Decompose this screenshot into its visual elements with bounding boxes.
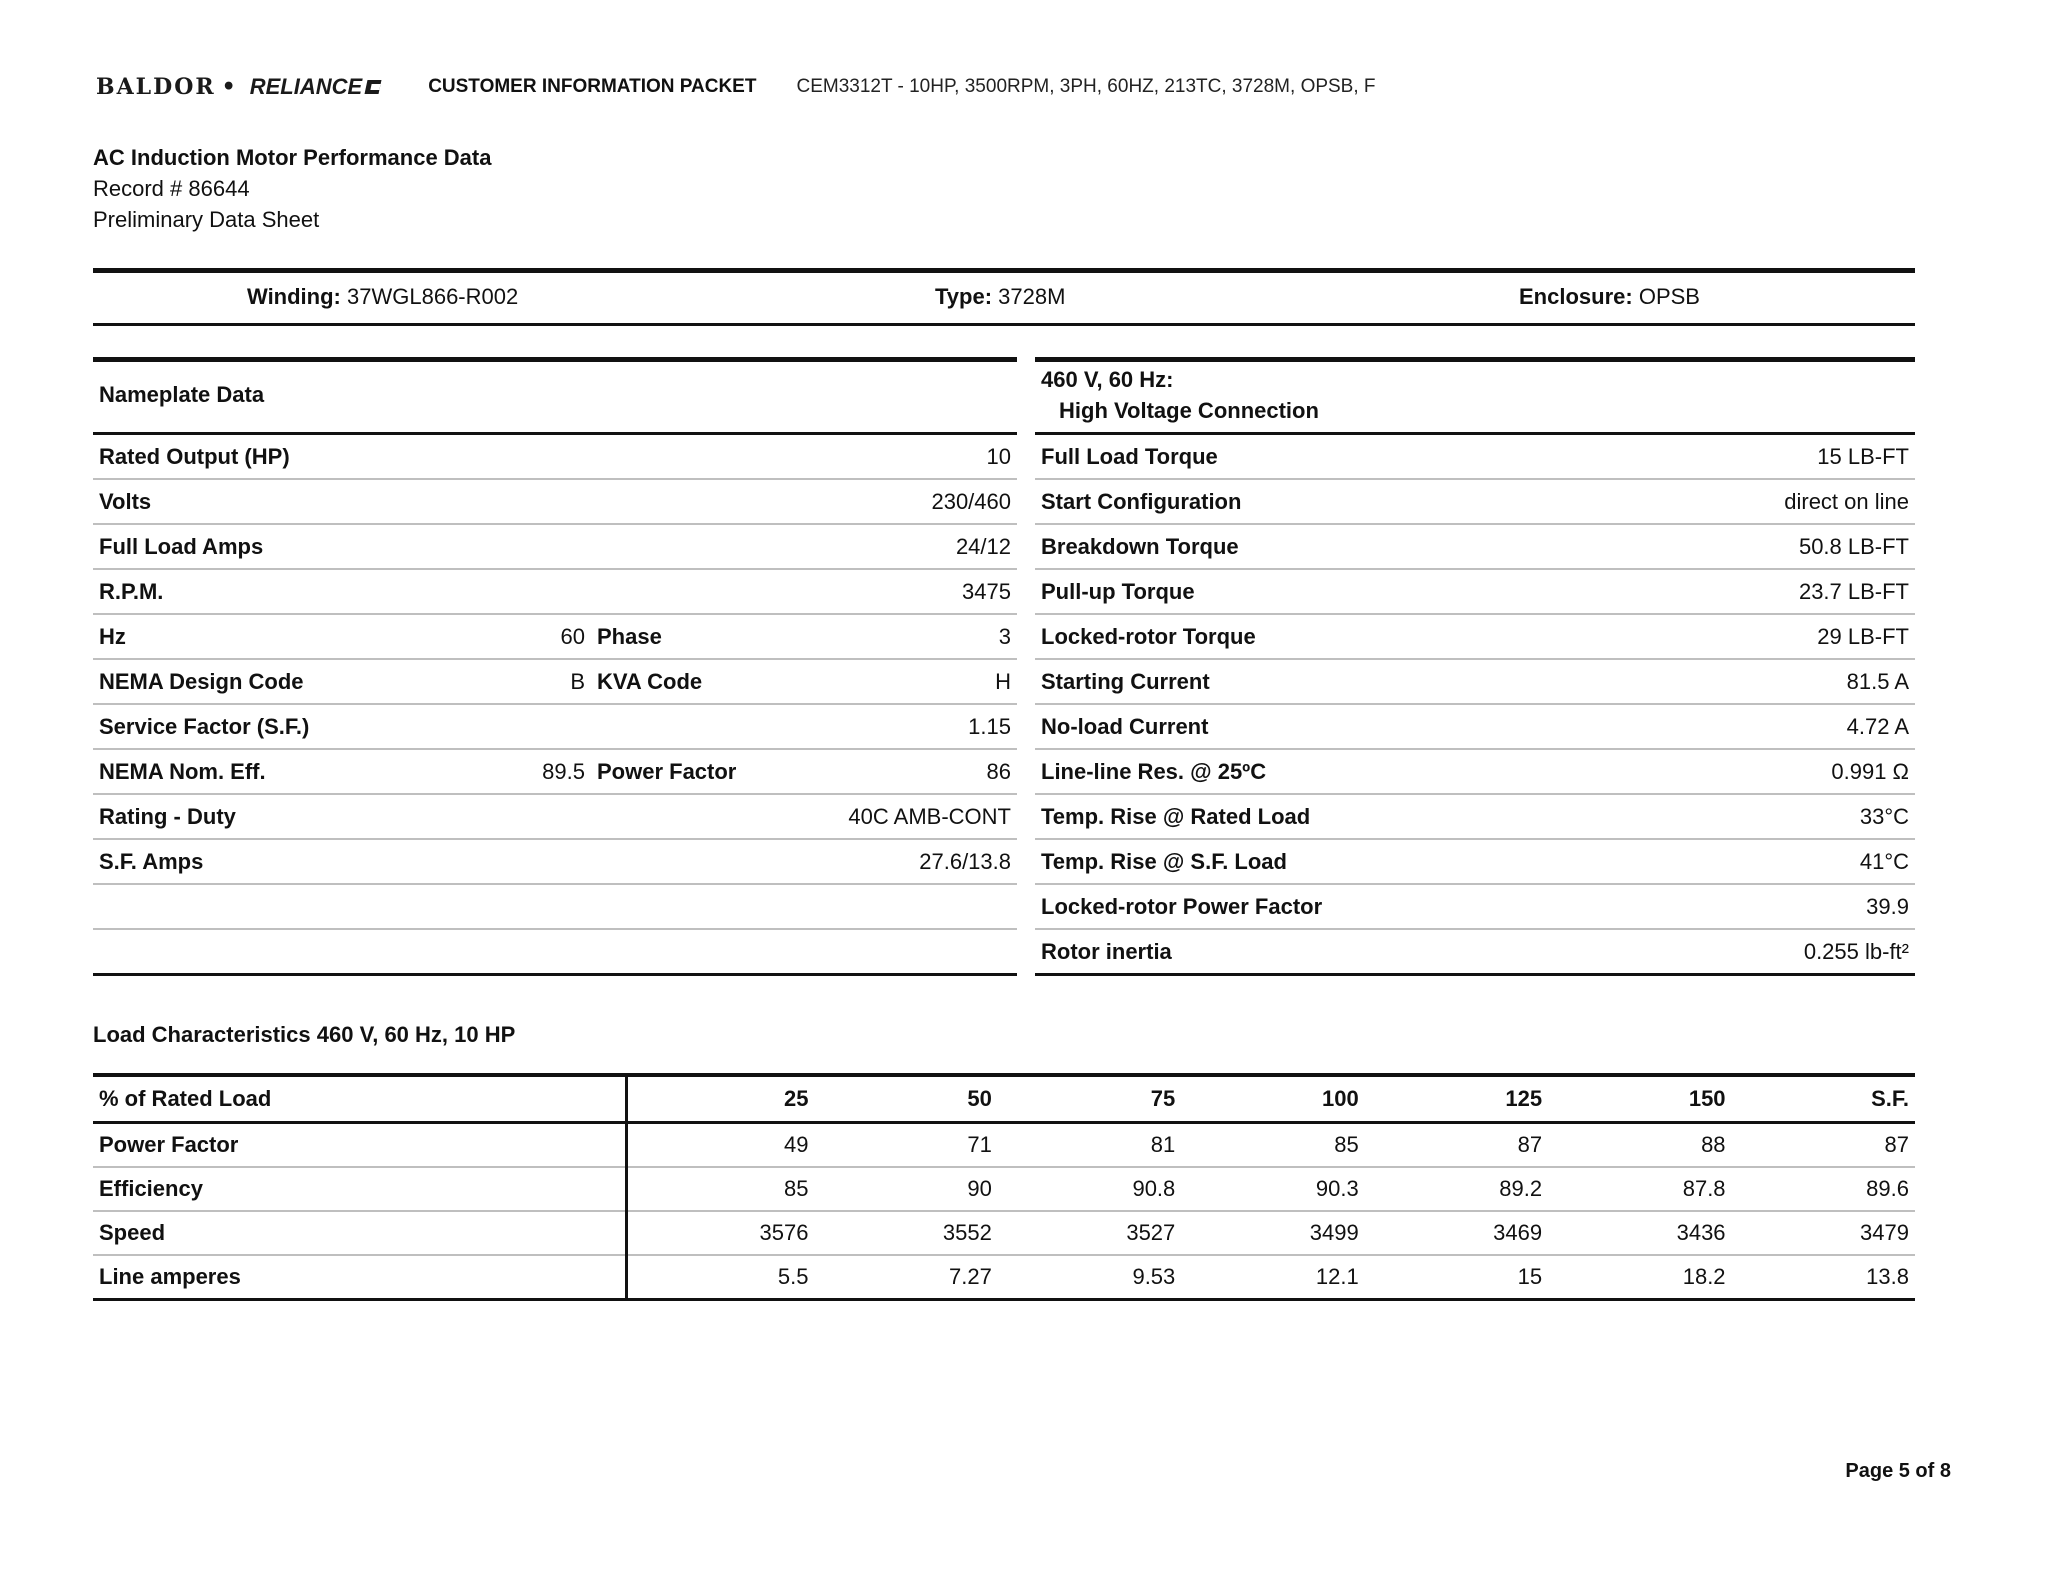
row-value-secondary: 86: [771, 749, 1017, 794]
table-cell: 15: [1365, 1255, 1548, 1300]
packet-title: CUSTOMER INFORMATION PACKET: [428, 76, 757, 97]
spec-bottom-rule: [93, 323, 1915, 326]
table-cell: 3527: [998, 1211, 1181, 1255]
row-label: S.F. Amps: [93, 839, 591, 884]
table-row: [1035, 839, 1915, 884]
row-label: Pull-up Torque: [1035, 569, 1535, 614]
column-header: S.F.: [1732, 1077, 1915, 1123]
table-cell: 5.5: [627, 1255, 815, 1300]
row-value: 41°C: [1535, 839, 1915, 884]
column-header: 75: [998, 1077, 1181, 1123]
high-voltage-table: [1035, 358, 1915, 976]
row-value: direct on line: [1535, 479, 1915, 524]
row-value: 81.5 A: [1535, 659, 1915, 704]
row-label: Starting Current: [1035, 659, 1535, 704]
table-row: [93, 704, 1017, 749]
row-label: Rotor inertia: [1035, 929, 1535, 975]
table-cell: 88: [1548, 1123, 1731, 1168]
row-label: Rated Output (HP): [93, 434, 591, 480]
row-label: Breakdown Torque: [1035, 524, 1535, 569]
row-label: Hz: [93, 614, 493, 659]
table-row: [1035, 434, 1915, 480]
high-voltage-title: [1035, 358, 1915, 434]
record-number: Record # 86644: [93, 176, 250, 201]
column-header: 125: [1365, 1077, 1548, 1123]
table-row: [1035, 479, 1915, 524]
column-header: 25: [627, 1077, 815, 1123]
row-label: Speed: [93, 1211, 627, 1255]
high-voltage-title-line2: High Voltage Connection: [1059, 398, 1319, 423]
row-value: 89.5: [493, 749, 591, 794]
high-voltage-header: [1035, 358, 1915, 434]
nameplate-header: [93, 358, 1017, 434]
row-label: No-load Current: [1035, 704, 1535, 749]
row-label: Temp. Rise @ Rated Load: [1035, 794, 1535, 839]
row-label: Start Configuration: [1035, 479, 1535, 524]
row-label: R.P.M.: [93, 569, 591, 614]
table-cell: 90.3: [1181, 1167, 1364, 1211]
row-label: Temp. Rise @ S.F. Load: [1035, 839, 1535, 884]
row-value: 10: [591, 434, 1017, 480]
table-row: [93, 569, 1017, 614]
table-cell: 87: [1732, 1123, 1915, 1168]
nameplate-title: Nameplate Data: [93, 358, 1017, 434]
model-description: CEM3312T - 10HP, 3500RPM, 3PH, 60HZ, 213TC, 3728M, OPSB, F: [796, 76, 1376, 97]
table-cell: 3576: [627, 1211, 815, 1255]
row-value: 24/12: [591, 524, 1017, 569]
table-row: [93, 1167, 1915, 1211]
row-label: Service Factor (S.F.): [93, 704, 591, 749]
baldor-reliance-logo: [96, 74, 380, 100]
enclosure-value: OPSB: [1638, 284, 1700, 309]
type-label: Type:: [935, 284, 993, 309]
table-cell: 89.6: [1732, 1167, 1915, 1211]
table-header-row: [93, 1077, 1915, 1123]
table-cell: 3499: [1181, 1211, 1364, 1255]
table-cell: 3436: [1548, 1211, 1731, 1255]
table-row: [1035, 569, 1915, 614]
table-cell: 85: [627, 1167, 815, 1211]
column-header: % of Rated Load: [93, 1077, 627, 1123]
row-value: 39.9: [1535, 884, 1915, 929]
winding-value: 37WGL866-R002: [347, 284, 519, 309]
high-voltage-title-line1: 460 V, 60 Hz:: [1041, 367, 1174, 392]
table-cell: 3552: [814, 1211, 997, 1255]
table-cell: 3479: [1732, 1211, 1915, 1255]
page-number: Page 5 of 8: [1845, 1460, 1951, 1482]
type-spec: [935, 284, 1065, 310]
row-label: Volts: [93, 479, 591, 524]
table-row: [93, 749, 1017, 794]
table-row: [1035, 614, 1915, 659]
row-value: 1.15: [591, 704, 1017, 749]
empty-cell: [93, 884, 1017, 929]
enclosure-label: Enclosure:: [1519, 284, 1633, 309]
row-value: 33°C: [1535, 794, 1915, 839]
table-cell: 12.1: [1181, 1255, 1364, 1300]
table-cell: 9.53: [998, 1255, 1181, 1300]
row-value: B: [493, 659, 591, 704]
enclosure-spec: [1519, 284, 1700, 310]
column-header: 150: [1548, 1077, 1731, 1123]
empty-cell: [93, 929, 1017, 975]
row-label: Rating - Duty: [93, 794, 591, 839]
table-cell: 85: [1181, 1123, 1364, 1168]
table-cell: 87: [1365, 1123, 1548, 1168]
table-row: [1035, 704, 1915, 749]
row-value: 29 LB-FT: [1535, 614, 1915, 659]
table-row-empty: [93, 884, 1017, 929]
row-value: 230/460: [591, 479, 1017, 524]
row-value: 0.991 Ω: [1535, 749, 1915, 794]
table-row: [1035, 524, 1915, 569]
document-header: [96, 72, 1376, 102]
table-row: [93, 1123, 1915, 1168]
row-value: 40C AMB-CONT: [591, 794, 1017, 839]
column-header: 100: [1181, 1077, 1364, 1123]
table-cell: 71: [814, 1123, 997, 1168]
nameplate-table: [93, 358, 1017, 976]
row-label-secondary: Power Factor: [591, 749, 771, 794]
load-characteristics-title: Load Characteristics 460 V, 60 Hz, 10 HP: [93, 1022, 516, 1047]
load-characteristics-table: [93, 1077, 1915, 1301]
winding-label: Winding:: [247, 284, 341, 309]
row-label: Efficiency: [93, 1167, 627, 1211]
row-label: NEMA Nom. Eff.: [93, 749, 493, 794]
table-row: [93, 1211, 1915, 1255]
row-label-secondary: KVA Code: [591, 659, 771, 704]
table-row: [93, 794, 1017, 839]
row-label: NEMA Design Code: [93, 659, 493, 704]
spec-bar: [93, 270, 1915, 324]
table-cell: 13.8: [1732, 1255, 1915, 1300]
table-row: [1035, 749, 1915, 794]
table-cell: 49: [627, 1123, 815, 1168]
table-cell: 90.8: [998, 1167, 1181, 1211]
table-cell: 3469: [1365, 1211, 1548, 1255]
sheet-status: Preliminary Data Sheet: [93, 207, 320, 232]
row-value-secondary: 3: [771, 614, 1017, 659]
table-row: [93, 479, 1017, 524]
table-cell: 89.2: [1365, 1167, 1548, 1211]
row-label: Locked-rotor Torque: [1035, 614, 1535, 659]
row-value: 4.72 A: [1535, 704, 1915, 749]
brand-baldor: BALDOR: [96, 74, 216, 100]
table-row: [1035, 929, 1915, 975]
table-cell: 90: [814, 1167, 997, 1211]
row-label: Full Load Amps: [93, 524, 591, 569]
column-header: 50: [814, 1077, 997, 1123]
winding-spec: [247, 284, 518, 310]
row-label: Line-line Res. @ 25ºC: [1035, 749, 1535, 794]
row-label-secondary: Phase: [591, 614, 771, 659]
page-title: AC Induction Motor Performance Data: [93, 145, 492, 170]
row-value: 23.7 LB-FT: [1535, 569, 1915, 614]
row-value: 50.8 LB-FT: [1535, 524, 1915, 569]
table-cell: 81: [998, 1123, 1181, 1168]
table-row: [1035, 794, 1915, 839]
table-row: [93, 524, 1017, 569]
row-value: 15 LB-FT: [1535, 434, 1915, 480]
table-row: [93, 839, 1017, 884]
type-value: 3728M: [998, 284, 1066, 309]
row-label: Full Load Torque: [1035, 434, 1535, 480]
row-label: Locked-rotor Power Factor: [1035, 884, 1535, 929]
row-value-secondary: H: [771, 659, 1017, 704]
table-row: [1035, 884, 1915, 929]
table-row: [93, 434, 1017, 480]
table-row: [93, 659, 1017, 704]
table-cell: 87.8: [1548, 1167, 1731, 1211]
row-value: 0.255 lb-ft²: [1535, 929, 1915, 975]
table-cell: 18.2: [1548, 1255, 1731, 1300]
row-value: 60: [493, 614, 591, 659]
row-value: 3475: [591, 569, 1017, 614]
row-value: 27.6/13.8: [591, 839, 1017, 884]
table-row: [1035, 659, 1915, 704]
table-cell: 7.27: [814, 1255, 997, 1300]
row-label: Power Factor: [93, 1123, 627, 1168]
table-row-empty: [93, 929, 1017, 975]
brand-reliance: RELIANCE: [249, 74, 363, 99]
reliance-mark-icon: [365, 80, 382, 94]
document-titles: [93, 142, 491, 235]
table-row: [93, 1255, 1915, 1300]
brand-dot: •: [221, 74, 238, 100]
table-row: [93, 614, 1017, 659]
row-label: Line amperes: [93, 1255, 627, 1300]
